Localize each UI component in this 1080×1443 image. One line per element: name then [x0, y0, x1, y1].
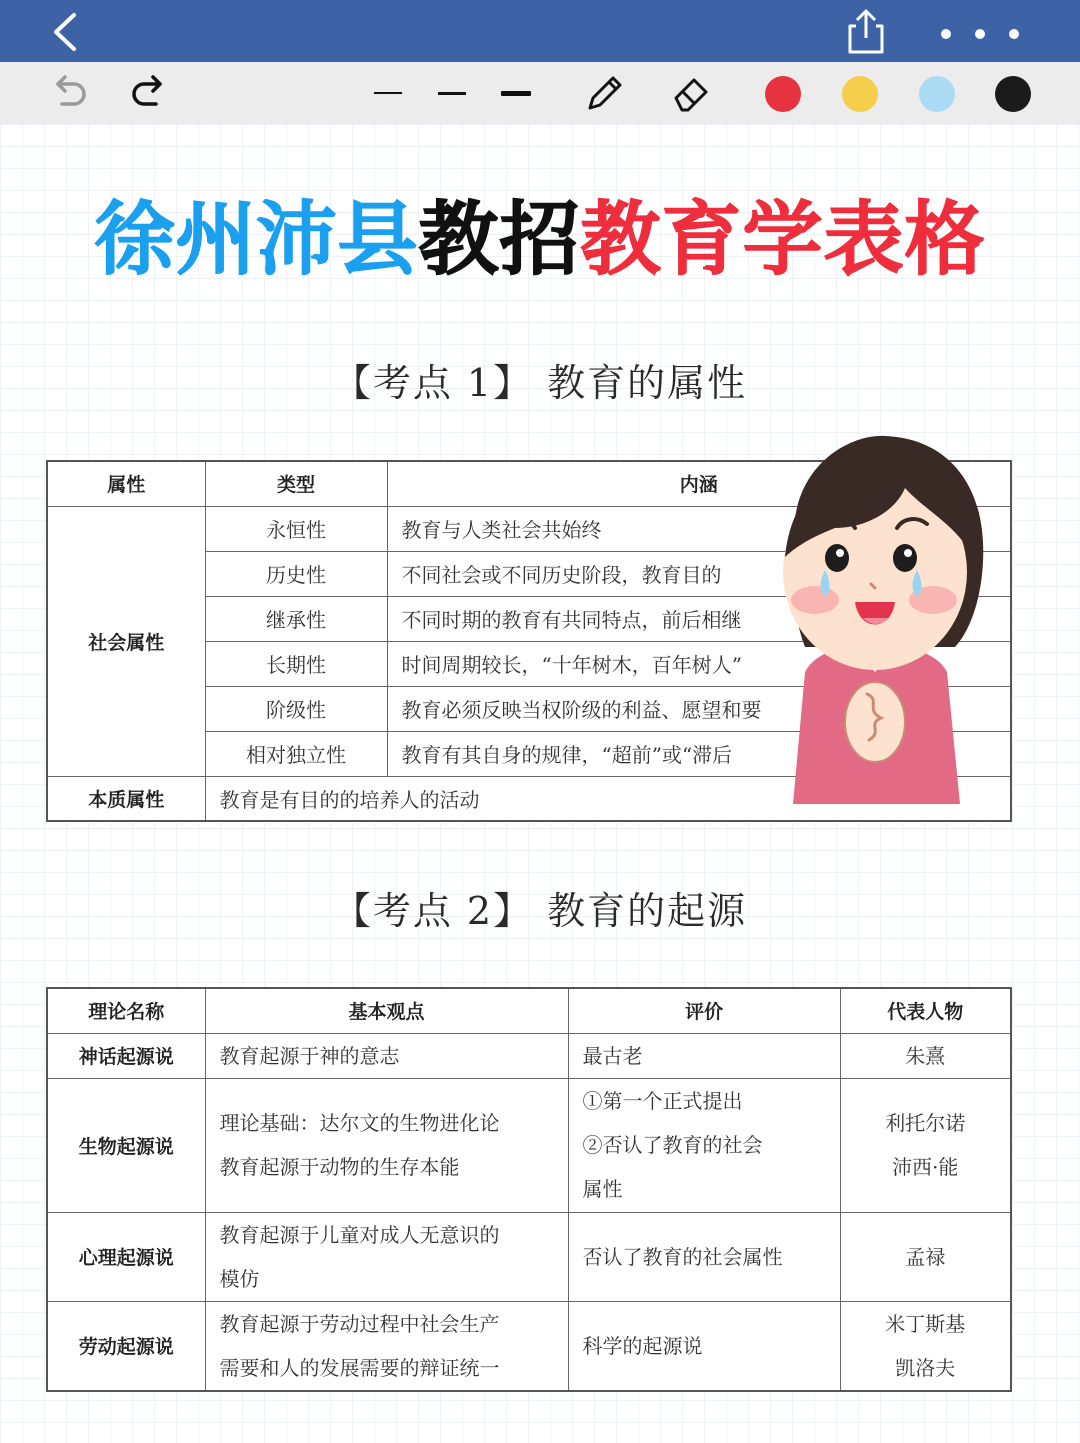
redo-icon	[128, 70, 170, 116]
section1-title: 【考点 1】 教育的属性	[332, 361, 748, 405]
meaning-cell: 教育必须反映当权阶级的利益、愿望和要	[387, 686, 1011, 731]
header-meaning: 内涵	[387, 461, 1011, 506]
person-name: 凯洛夫	[895, 1355, 956, 1380]
table-header-row	[47, 988, 1011, 1033]
pen-tool-button[interactable]	[582, 70, 628, 116]
color-yellow-button[interactable]	[842, 76, 878, 112]
person-name: 米丁斯基	[885, 1311, 966, 1336]
people-cell	[840, 1033, 1011, 1078]
view-cell	[205, 1212, 568, 1301]
stroke-thin-icon	[374, 92, 402, 94]
header-attribute: 属性	[47, 461, 205, 506]
theory-name-cell: 生物起源说	[47, 1078, 205, 1212]
stroke-thick-button[interactable]	[496, 70, 536, 116]
top-nav-bar	[0, 0, 1080, 62]
chevron-left-icon	[44, 10, 88, 54]
type-cell: 永恒性	[205, 506, 387, 551]
title-part-subject: 教育学表格	[580, 193, 986, 286]
table-row	[47, 1078, 1011, 1212]
essence-meaning: 教育是有目的的培养人的活动	[205, 776, 1011, 821]
eval-line: 否认了教育的社会属性	[582, 1244, 783, 1269]
view-cell	[205, 1078, 568, 1212]
view-line: 需要和人的发展需要的辩证统一	[219, 1355, 500, 1380]
redo-button[interactable]	[128, 70, 170, 116]
color-black-button[interactable]	[995, 76, 1031, 112]
type-cell: 长期性	[205, 641, 387, 686]
type-cell: 阶级性	[205, 686, 387, 731]
undo-icon	[48, 70, 90, 116]
color-red-button[interactable]	[765, 76, 801, 112]
table-row	[47, 1212, 1011, 1301]
page-title	[0, 192, 1080, 288]
back-button[interactable]	[44, 10, 88, 54]
people-cell	[840, 1301, 1011, 1391]
stroke-thin-button[interactable]	[368, 70, 408, 116]
more-button[interactable]	[930, 20, 1030, 48]
people-cell	[840, 1078, 1011, 1212]
essence-label: 本质属性	[47, 776, 205, 821]
header-representatives: 代表人物	[840, 988, 1011, 1033]
view-cell	[205, 1301, 568, 1391]
eraser-tool-button[interactable]	[668, 70, 714, 116]
type-cell: 继承性	[205, 596, 387, 641]
eval-line: 最古老	[582, 1043, 643, 1068]
title-part-location: 徐州沛县	[94, 193, 419, 286]
share-icon	[842, 6, 890, 56]
section2-title: 【考点 2】 教育的起源	[332, 889, 748, 933]
more-dots-icon	[930, 20, 1030, 48]
table-row	[47, 1033, 1011, 1078]
people-cell	[840, 1212, 1011, 1301]
person-name: 朱熹	[905, 1043, 946, 1068]
meaning-cell: 教育有其自身的规律，“超前”或“滞后	[387, 731, 1011, 776]
view-line: 教育起源于劳动过程中社会生产	[219, 1311, 500, 1336]
eval-line: 属性	[582, 1177, 623, 1201]
share-button[interactable]	[842, 6, 890, 56]
color-lightblue-button[interactable]	[919, 76, 955, 112]
type-cell: 历史性	[205, 551, 387, 596]
meaning-cell: 时间周期较长，“十年树木，百年树人”	[387, 641, 1011, 686]
type-cell: 相对独立性	[205, 731, 387, 776]
eval-line: ①第一个正式提出	[582, 1089, 743, 1113]
meaning-cell: 教育与人类社会共始终	[387, 506, 1011, 551]
eval-cell	[568, 1033, 840, 1078]
view-line: 模仿	[219, 1266, 260, 1291]
header-basic-view: 基本观点	[205, 988, 568, 1033]
eraser-icon	[668, 70, 714, 116]
stroke-thick-icon	[501, 91, 531, 96]
pencil-icon	[582, 70, 628, 116]
view-cell	[205, 1033, 568, 1078]
eval-line: 科学的起源说	[582, 1333, 703, 1358]
person-name: 沛西·能	[892, 1155, 959, 1179]
table-row	[47, 1301, 1011, 1391]
crying-girl-sticker-icon	[755, 432, 995, 804]
person-name: 利托尔诺	[885, 1111, 966, 1135]
header-type: 类型	[205, 461, 387, 506]
eval-cell	[568, 1078, 840, 1212]
person-name: 孟禄	[905, 1244, 946, 1269]
view-line: 理论基础：达尔文的生物进化论	[219, 1111, 500, 1135]
view-line: 教育起源于神的意志	[219, 1043, 400, 1068]
eval-cell	[568, 1301, 840, 1391]
stroke-medium-icon	[438, 92, 466, 95]
header-evaluation: 评价	[568, 988, 840, 1033]
meaning-cell: 不同社会或不同历史阶段，教育目的	[387, 551, 1011, 596]
eval-cell	[568, 1212, 840, 1301]
theory-name-cell: 神话起源说	[47, 1033, 205, 1078]
view-line: 教育起源于动物的生存本能	[219, 1155, 460, 1179]
meaning-cell: 不同时期的教育有共同特点，前后相继	[387, 596, 1011, 641]
eval-line: ②否认了教育的社会	[582, 1133, 763, 1157]
theory-name-cell: 劳动起源说	[47, 1301, 205, 1391]
theory-name-cell: 心理起源说	[47, 1212, 205, 1301]
group-label-social: 社会属性	[47, 506, 205, 776]
undo-button[interactable]	[48, 70, 90, 116]
title-part-exam: 教招	[418, 193, 581, 286]
origins-table	[46, 987, 1012, 1392]
stroke-medium-button[interactable]	[432, 70, 472, 116]
header-theory-name: 理论名称	[47, 988, 205, 1033]
view-line: 教育起源于儿童对成人无意识的	[219, 1222, 500, 1247]
